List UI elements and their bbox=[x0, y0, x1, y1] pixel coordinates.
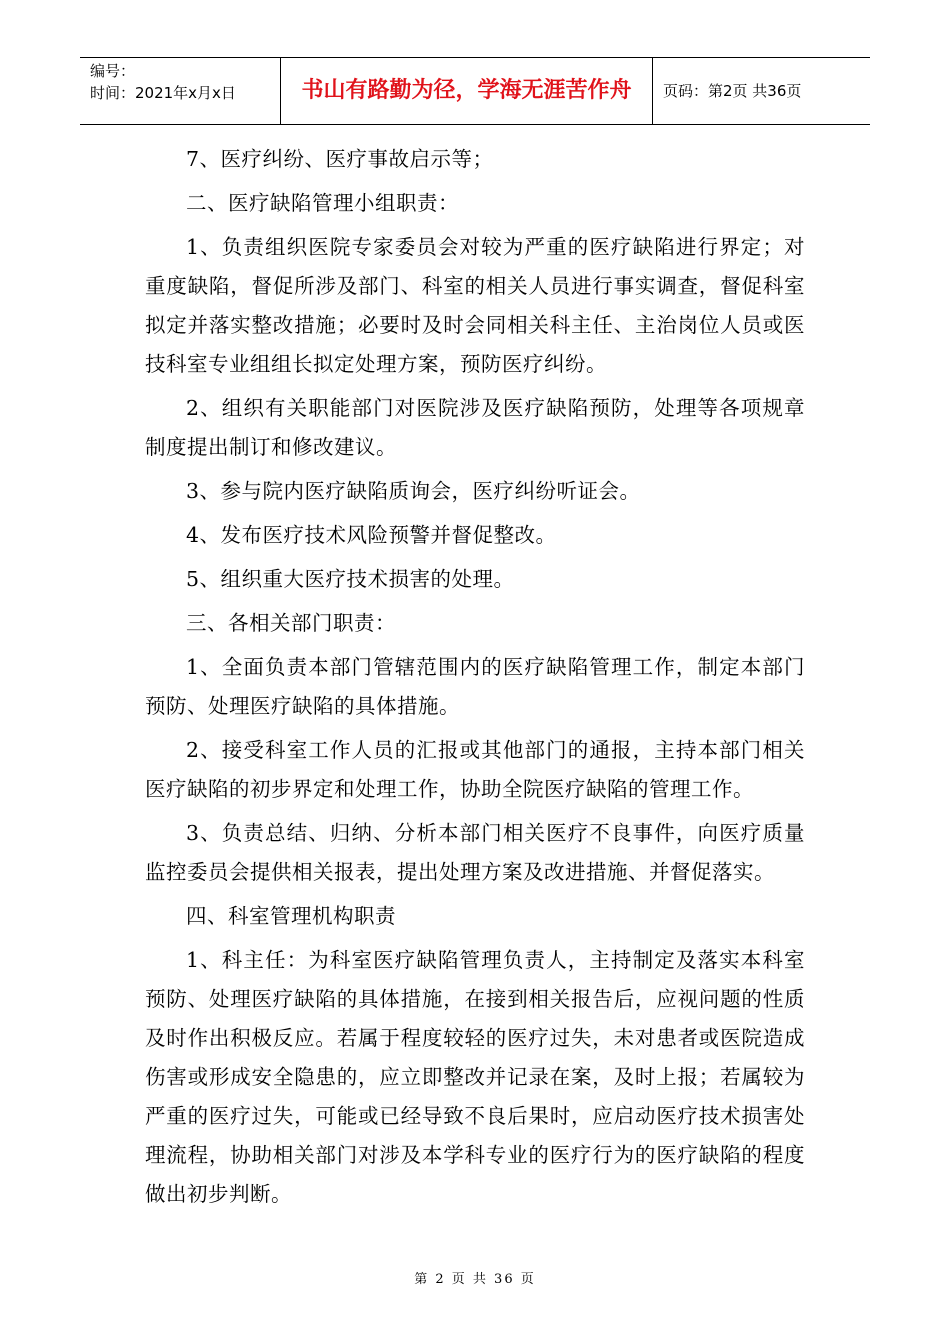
paragraph: 4、发布医疗技术风险预警并督促整改。 bbox=[186, 523, 557, 547]
paragraph: 1、科主任：为科室医疗缺陷管理负责人，主持制定及落实本科室预防、处理医疗缺陷的具体措施，在接到相关报告后，应视问题的性质及时作出积极反应。若属于程度较轻的医疗过失，未对患者或医院造成伤害或形成安全隐患的，应立即整改并记录在案，及时上报；若属较为严重的医疗过失，可能或已经导致不良后果时，应启动医疗技术损害处理流程，协助相关部门对涉及本学科专业的医疗行为的医疗缺陷的程度做出初步判断。 bbox=[145, 948, 805, 1206]
paragraph: 1、负责组织医院专家委员会对较为严重的医疗缺陷进行界定；对重度缺陷，督促所涉及部门、科室的相关人员进行事实调查，督促科室拟定并落实整改措施；必要时及时会同相关科主任、主治岗位人员或医技科室专业组组长拟定处理方案，预防医疗纠纷。 bbox=[145, 235, 805, 376]
paragraph: 3、参与院内医疗缺陷质询会，医疗纠纷听证会。 bbox=[186, 479, 641, 503]
page-footer: 第 2 页 共 36 页 bbox=[414, 1272, 536, 1287]
section-heading: 四、科室管理机构职责 bbox=[186, 904, 396, 928]
header-meta bbox=[80, 58, 280, 124]
header-motto: 书山有路勤为径，学海无涯苦作舟 bbox=[280, 58, 653, 124]
paragraph: 1、全面负责本部门管辖范围内的医疗缺陷管理工作，制定本部门预防、处理医疗缺陷的具体措施。 bbox=[145, 655, 805, 718]
section-heading: 二、医疗缺陷管理小组职责： bbox=[186, 191, 459, 215]
section-heading: 三、各相关部门职责： bbox=[186, 611, 396, 635]
paragraph: 3、负责总结、归纳、分析本部门相关医疗不良事件，向医疗质量监控委员会提供相关报表，提出处理方案及改进措施、并督促落实。 bbox=[145, 821, 805, 884]
paragraph: 2、接受科室工作人员的汇报或其他部门的通报，主持本部门相关医疗缺陷的初步界定和处理工作，协助全院医疗缺陷的管理工作。 bbox=[145, 738, 805, 801]
paragraph: 2、组织有关职能部门对医院涉及医疗缺陷预防，处理等各项规章制度提出制订和修改建议。 bbox=[145, 396, 805, 459]
paragraph: 5、组织重大医疗技术损害的处理。 bbox=[186, 567, 515, 591]
page-header bbox=[80, 57, 870, 125]
paragraph: 7、医疗纠纷、医疗事故启示等； bbox=[186, 147, 494, 171]
header-page-info: 页码：第2页 共36页 bbox=[663, 82, 802, 100]
document-time-label: 时间：2021年x月x日 bbox=[90, 84, 236, 102]
document-body bbox=[145, 140, 805, 1219]
document-number-label: 编号： bbox=[90, 62, 136, 80]
